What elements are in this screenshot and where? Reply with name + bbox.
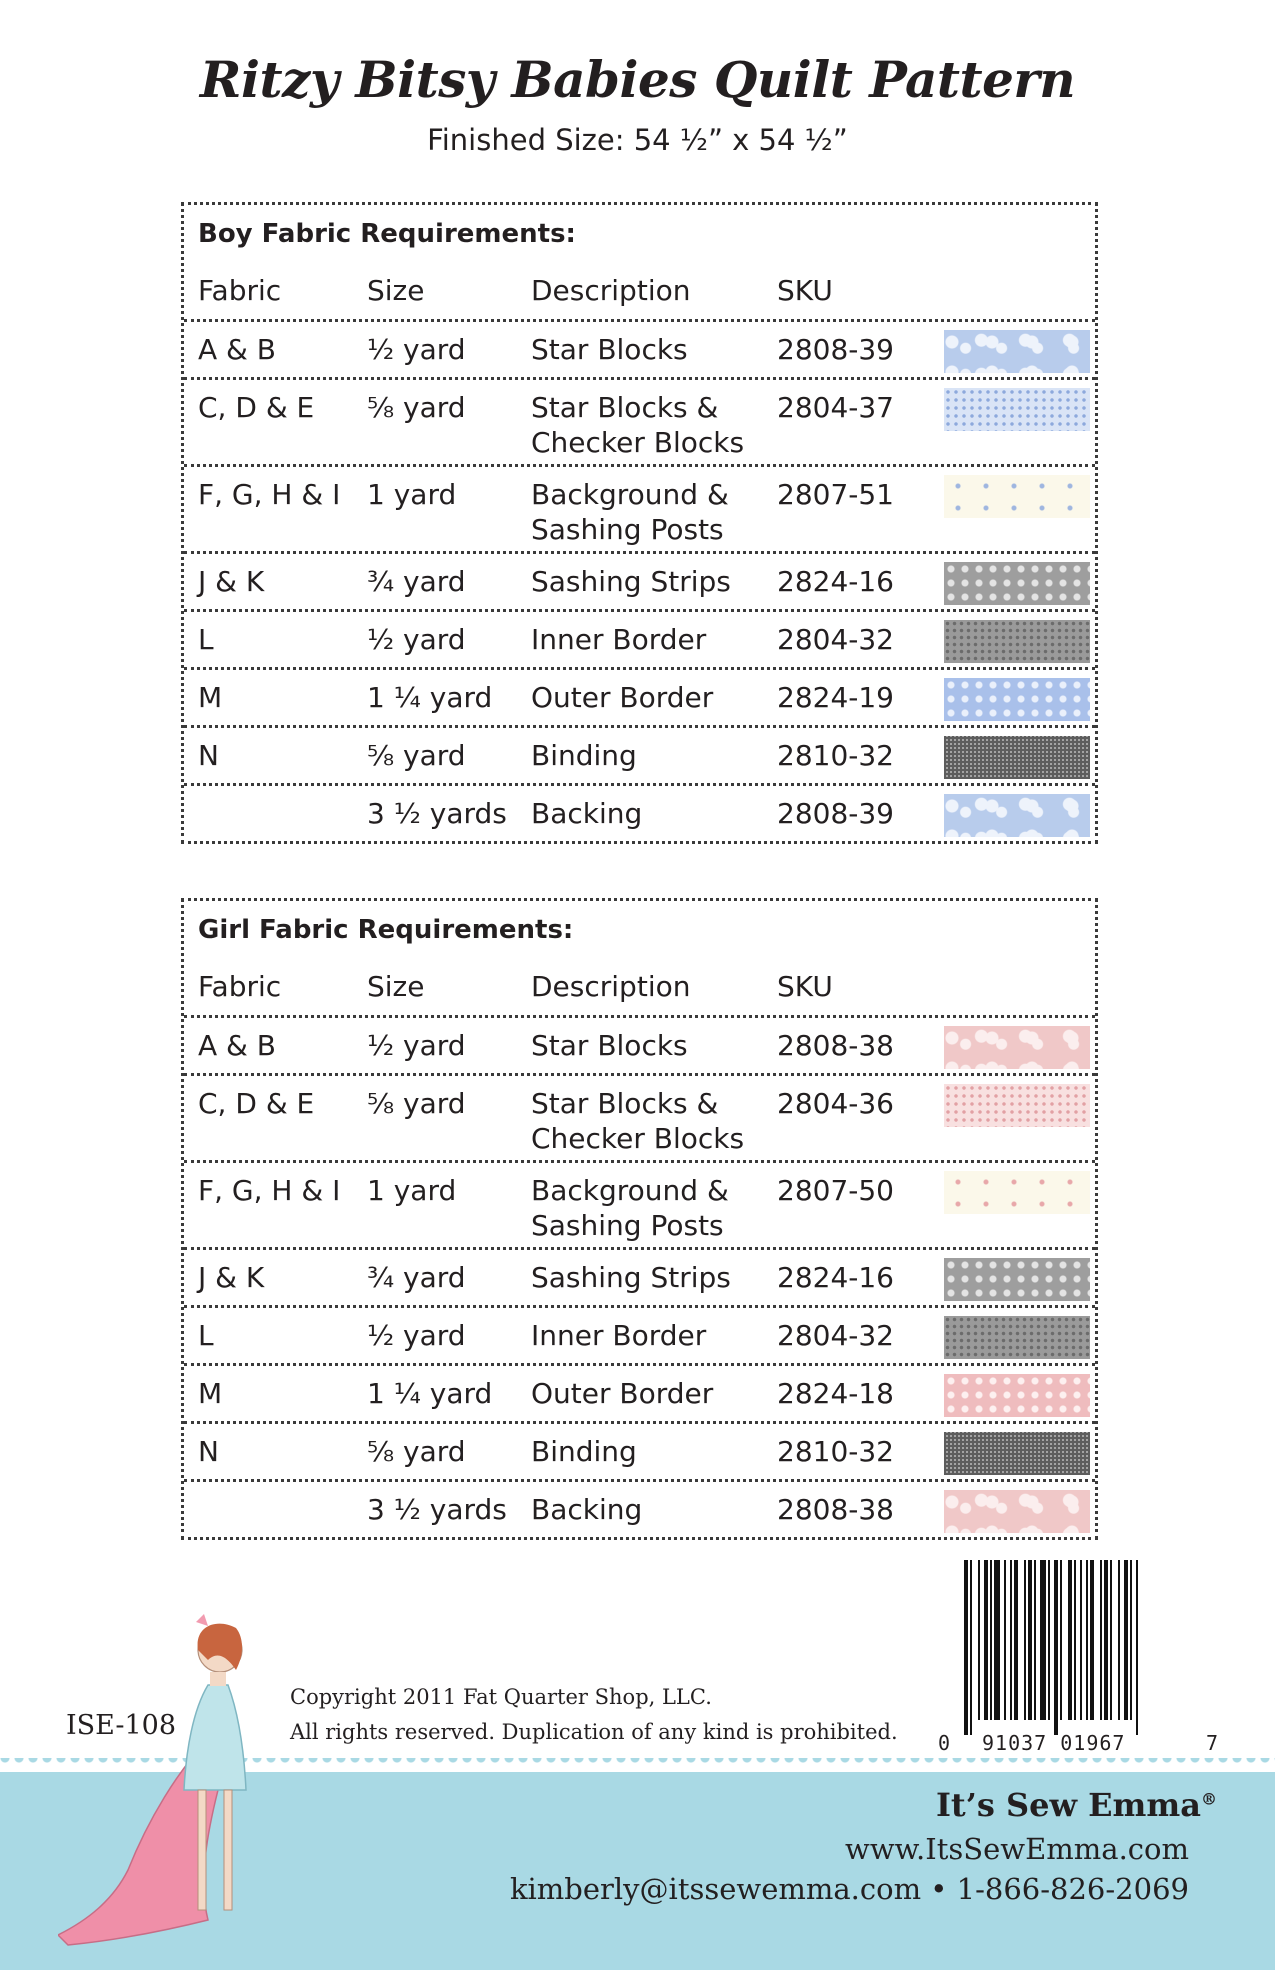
- sku-cell: 2824-18: [777, 1377, 894, 1410]
- table-row: [184, 1363, 1095, 1421]
- fabric-cell: J & K: [198, 1261, 265, 1294]
- description-cell: Outer Border: [531, 1377, 714, 1410]
- sku-cell: 2810-32: [777, 739, 894, 772]
- fabric-swatch: [944, 330, 1090, 373]
- fabric-swatch: [944, 620, 1090, 663]
- fabric-cell: C, D & E: [198, 391, 315, 424]
- fabric-swatch: [944, 388, 1090, 431]
- brand-text: It’s Sew Emma: [935, 1786, 1201, 1824]
- copyright-line-1: Copyright 2011 Fat Quarter Shop, LLC.: [290, 1685, 712, 1709]
- sku-cell: 2804-32: [777, 623, 894, 656]
- fabric-cell: F, G, H & I: [198, 478, 341, 511]
- sku-cell: 2824-16: [777, 1261, 894, 1294]
- website-link[interactable]: www.ItsSewEmma.com: [845, 1832, 1189, 1866]
- sku-cell: 2824-16: [777, 565, 894, 598]
- description-cell: Backing: [531, 797, 643, 830]
- table-row: [184, 1015, 1095, 1073]
- description-cell: Star Blocks: [531, 1029, 688, 1062]
- contact-info[interactable]: kimberly@itssewemma.com • 1-866-826-2069: [509, 1872, 1189, 1906]
- barcode-graphic-icon: [960, 1560, 1196, 1735]
- table-row: [184, 319, 1095, 377]
- sku-cell: 2824-19: [777, 681, 894, 714]
- size-cell: ½ yard: [367, 1029, 466, 1062]
- fabric-swatch: [944, 1316, 1090, 1359]
- fabric-swatch: [944, 475, 1090, 518]
- sku-cell: 2808-39: [777, 333, 894, 366]
- boy-fabric-table: [181, 202, 1098, 844]
- barcode-right-digit: 7: [1206, 1731, 1219, 1755]
- col-size: Size: [367, 274, 425, 307]
- page-title: Ritzy Bitsy Babies Quilt Pattern: [199, 50, 1076, 109]
- fabric-cell: L: [198, 1319, 214, 1352]
- size-cell: ¾ yard: [367, 565, 466, 598]
- sku-cell: 2808-38: [777, 1029, 894, 1062]
- col-description: Description: [531, 970, 691, 1003]
- col-fabric: Fabric: [198, 970, 282, 1003]
- table-row: [184, 1305, 1095, 1363]
- description-cell: Star Blocks: [531, 333, 688, 366]
- finished-size: Finished Size: 54 ½” x 54 ½”: [427, 123, 848, 157]
- col-size: Size: [367, 970, 425, 1003]
- sku-cell: 2810-32: [777, 1435, 894, 1468]
- table-row: [184, 667, 1095, 725]
- fabric-swatch: [944, 1171, 1090, 1214]
- sku-cell: 2804-36: [777, 1087, 894, 1120]
- description-cell: Star Blocks & Checker Blocks: [531, 1087, 745, 1155]
- size-cell: 1 yard: [367, 478, 457, 511]
- fabric-cell: N: [198, 1435, 219, 1468]
- table-row: [184, 1247, 1095, 1305]
- table-row: [184, 1421, 1095, 1479]
- girl-fabric-table: [181, 898, 1098, 1540]
- fabric-cell: A & B: [198, 1029, 276, 1062]
- girl-illustration-icon: [58, 1600, 258, 1950]
- barcode-digits: 91037 01967: [982, 1731, 1126, 1755]
- table-row: [184, 464, 1095, 551]
- size-cell: 3 ½ yards: [367, 1493, 507, 1526]
- table-row: [184, 551, 1095, 609]
- fabric-cell: C, D & E: [198, 1087, 315, 1120]
- sku-cell: 2808-38: [777, 1493, 894, 1526]
- col-description: Description: [531, 274, 691, 307]
- fabric-swatch: [944, 1026, 1090, 1069]
- description-cell: Background & Sashing Posts: [531, 478, 729, 546]
- col-fabric: Fabric: [198, 274, 282, 307]
- sku-cell: 2807-51: [777, 478, 894, 511]
- fabric-swatch: [944, 678, 1090, 721]
- description-cell: Binding: [531, 739, 637, 772]
- copyright-line-2: All rights reserved. Duplication of any kind is prohibited.: [290, 1720, 898, 1744]
- fabric-cell: M: [198, 681, 223, 714]
- boy-table-heading: Boy Fabric Requirements:: [198, 219, 576, 249]
- fabric-swatch: [944, 1432, 1090, 1475]
- registered-mark: ®: [1201, 1789, 1217, 1809]
- size-cell: ⅝ yard: [367, 739, 466, 772]
- table-row: [184, 725, 1095, 783]
- girl-column-headers: [184, 959, 1095, 1015]
- table-row: [184, 377, 1095, 464]
- brand-name: [936, 1786, 1217, 1824]
- fabric-swatch: [944, 1490, 1090, 1533]
- fabric-cell: N: [198, 739, 219, 772]
- size-cell: 3 ½ yards: [367, 797, 507, 830]
- fabric-cell: F, G, H & I: [198, 1174, 341, 1207]
- fabric-cell: J & K: [198, 565, 265, 598]
- boy-column-headers: [184, 263, 1095, 319]
- table-row: [184, 1479, 1095, 1537]
- size-cell: ⅝ yard: [367, 1087, 466, 1120]
- description-cell: Binding: [531, 1435, 637, 1468]
- fabric-swatch: [944, 562, 1090, 605]
- col-sku: SKU: [777, 274, 833, 307]
- size-cell: 1 ¼ yard: [367, 681, 493, 714]
- barcode-left-digit: 0: [938, 1731, 951, 1755]
- sku-cell: 2804-32: [777, 1319, 894, 1352]
- size-cell: ¾ yard: [367, 1261, 466, 1294]
- description-cell: Sashing Strips: [531, 565, 731, 598]
- description-cell: Backing: [531, 1493, 643, 1526]
- fabric-swatch: [944, 1374, 1090, 1417]
- size-cell: 1 yard: [367, 1174, 457, 1207]
- fabric-swatch: [944, 1084, 1090, 1127]
- description-cell: Inner Border: [531, 1319, 707, 1352]
- sku-cell: 2804-37: [777, 391, 894, 424]
- description-cell: Outer Border: [531, 681, 714, 714]
- description-cell: Star Blocks & Checker Blocks: [531, 391, 745, 459]
- sku-cell: 2808-39: [777, 797, 894, 830]
- size-cell: 1 ¼ yard: [367, 1377, 493, 1410]
- size-cell: ½ yard: [367, 333, 466, 366]
- girl-table-heading: Girl Fabric Requirements:: [198, 915, 574, 945]
- description-cell: Sashing Strips: [531, 1261, 731, 1294]
- fabric-swatch: [944, 736, 1090, 779]
- size-cell: ½ yard: [367, 623, 466, 656]
- fabric-cell: M: [198, 1377, 223, 1410]
- product-code: ISE-108: [66, 1710, 177, 1741]
- size-cell: ⅝ yard: [367, 1435, 466, 1468]
- table-row: [184, 609, 1095, 667]
- fabric-cell: A & B: [198, 333, 276, 366]
- table-row: [184, 1073, 1095, 1160]
- table-row: [184, 1160, 1095, 1247]
- size-cell: ½ yard: [367, 1319, 466, 1352]
- fabric-swatch: [944, 794, 1090, 837]
- col-sku: SKU: [777, 970, 833, 1003]
- table-row: [184, 783, 1095, 841]
- size-cell: ⅝ yard: [367, 391, 466, 424]
- sku-cell: 2807-50: [777, 1174, 894, 1207]
- fabric-swatch: [944, 1258, 1090, 1301]
- fabric-cell: L: [198, 623, 214, 656]
- description-cell: Background & Sashing Posts: [531, 1174, 729, 1242]
- description-cell: Inner Border: [531, 623, 707, 656]
- copyright-notice: [290, 1680, 898, 1750]
